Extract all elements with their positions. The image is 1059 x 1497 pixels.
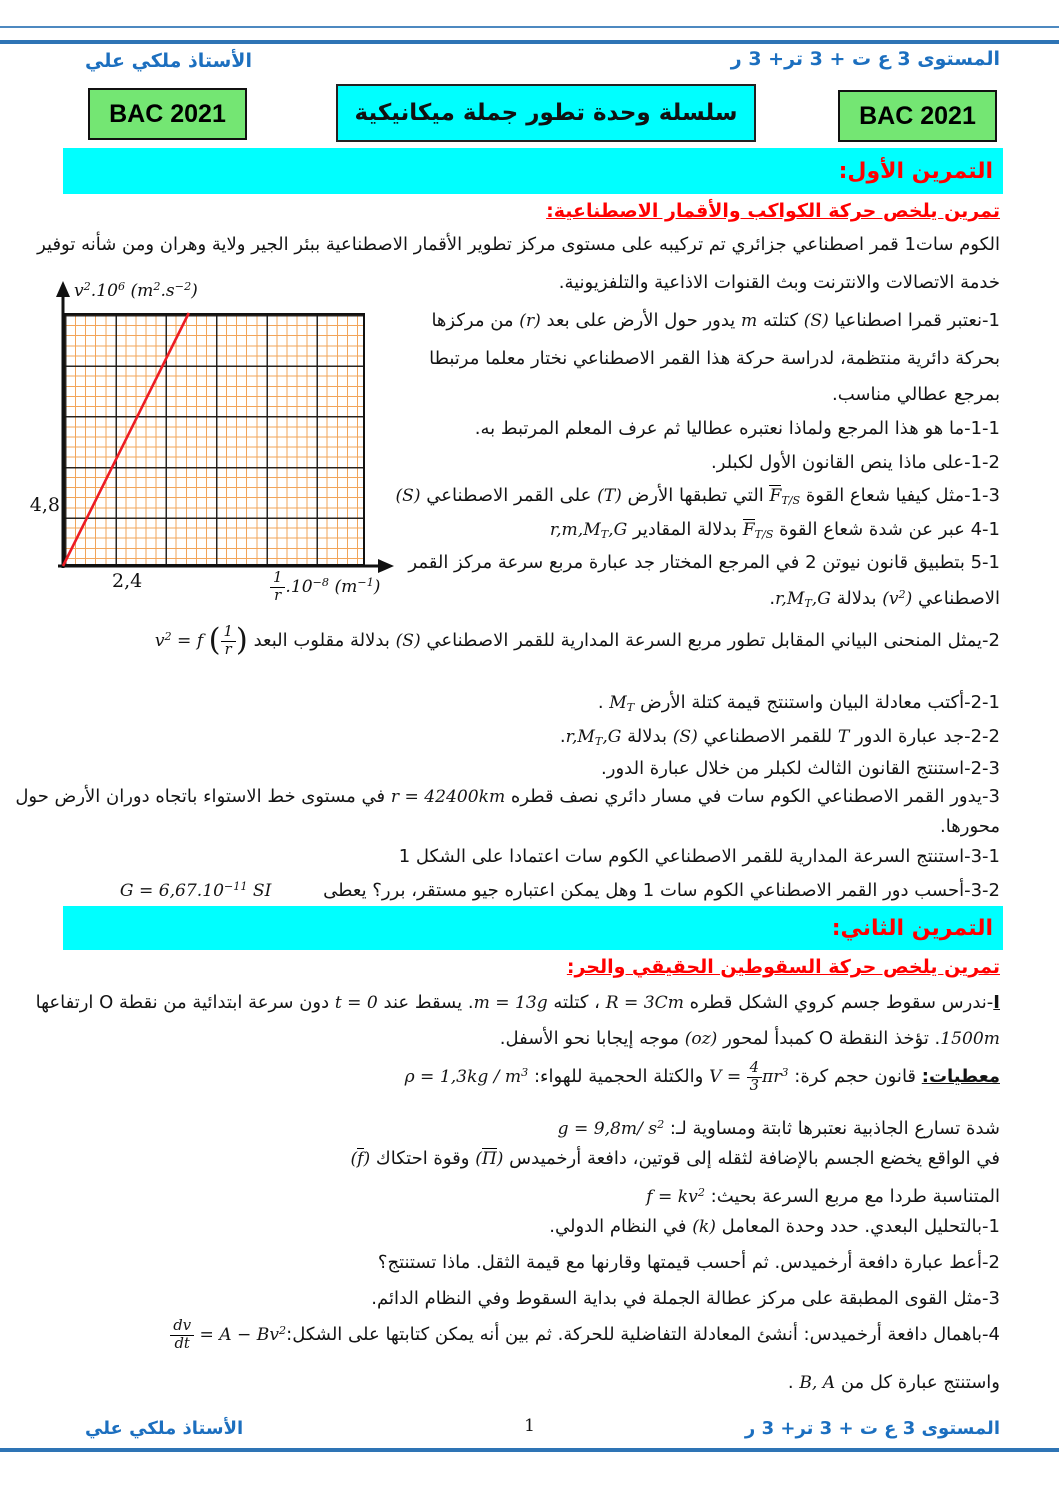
- text-line: 1-3-مثل كيفيا شعاع القوة FT/S التي تطبقها الأرض (T) على القمر الاصطناعي (S): [396, 481, 1000, 516]
- segment-m: (: [475, 1149, 482, 1169]
- x-tick-2-4: 2,4: [112, 570, 143, 592]
- text-line: 4-باهمال دافعة أرخميدس: أنشئ المعادلة التفاضلية للحركة. ثم بين أنه يمكن كتابتها على الشكل: $\frac{dv}{dt}$ = $A - Bv^2$: [170, 1316, 1000, 1352]
- segment-m: r,M: [565, 727, 595, 747]
- text-line: الاصطناعي $(v^2)$ بدلالة r,MT,G.: [769, 580, 1000, 619]
- segment-m: ): [905, 589, 913, 610]
- segment-m: v: [74, 281, 84, 302]
- segment-vec: Π: [481, 1149, 497, 1169]
- segment-m: (S): [672, 727, 698, 747]
- segment-m: ): [191, 281, 198, 302]
- segment-sup: 2: [697, 1186, 705, 1199]
- segment-fml: [775, 584, 831, 619]
- exercise2-subtitle: تمرين يلخص حركة السقوطين الحقيقي والحر:: [566, 956, 1000, 978]
- text-line: 2-يمثل المنحنى البياني المقابل تطور مربع السرعة المدارية للقمر الاصطناعي (S) بدلالة مقلوب البعد $v^2 = f$ ( $\frac{1}{r}$ ): [154, 622, 1000, 658]
- text-line: 1500m. تؤخذ النقطة O كمبدأ لمحور (oz) موجه إيجابا نحو الأسفل.: [499, 1028, 1000, 1049]
- segment-m: V =: [709, 1067, 747, 1088]
- segment-m: B, A: [799, 1373, 836, 1393]
- segment-m: ): [363, 1149, 371, 1169]
- segment-sub: T: [600, 527, 609, 541]
- page-number: 1: [524, 1416, 535, 1436]
- y-axis-label: [74, 280, 198, 301]
- text-line: المتناسبة طردا مع مربع السرعة بحيث: $f = kv^2$: [646, 1178, 1000, 1212]
- footer-teacher-name: الأستاذ ملكي علي: [85, 1418, 244, 1439]
- segment-fml: [743, 515, 774, 550]
- exercise2-band-title: التمرين الثاني:: [831, 915, 993, 941]
- segment-fml: [155, 622, 248, 658]
- text-line: خدمة الاتصالات والانترنت وبث القنوات الاذاعية والتلفزيونية.: [558, 272, 1000, 293]
- segment-m: .s: [160, 281, 175, 302]
- segment-sup: 2: [279, 1324, 287, 1337]
- segment-m: πr: [762, 1067, 782, 1088]
- segment-m: (v: [882, 589, 899, 610]
- text-line: 2-أعط عبارة دافعة أرخميدس. ثم أحسب قيمتها وقارنها مع قيمة الثقل. ماذا تستنتج؟: [377, 1252, 1000, 1273]
- segment-fml: [609, 688, 634, 723]
- exercise1-subtitle: تمرين يلخص حركة الكواكب والأقمار الاصطناعية:: [546, 200, 1000, 222]
- segment-m: SI: [247, 881, 272, 902]
- series-title: سلسلة وحدة تطور جملة ميكانيكية: [336, 84, 756, 142]
- segment-sup: 2: [898, 588, 906, 601]
- text-line: 1-نعتبر قمرا اصطناعيا (S) كتلته m يدور حول الأرض على بعد (r) من مركزها: [431, 310, 1000, 331]
- segment-vec: F: [769, 486, 782, 506]
- segment-sup: 2: [164, 630, 172, 643]
- segment-m: = f: [171, 631, 209, 652]
- segment-m: = A − Bv: [194, 1325, 280, 1346]
- text-line: واستنتج عبارة كل من B, A .: [787, 1372, 1000, 1393]
- text-line: 3-2-أحسب دور القمر الاصطناعي الكوم سات 1 وهل يمكن اعتباره جيو مستقر، برر؟ يعطى $G = 6,67.10^{-11}$ SI: [120, 872, 1000, 906]
- segment-sup: 2: [83, 280, 91, 293]
- segment-m: m = 13g: [473, 993, 548, 1013]
- segment-m: (r): [519, 311, 541, 331]
- segment-m: (oz): [684, 1029, 718, 1049]
- segment-m: (k): [692, 1217, 716, 1237]
- segment-fml: [351, 1144, 371, 1174]
- text-line: 3-مثل القوى المطبقة على مركز عطالة الجملة في بداية السقوط وفي النظام الدائم.: [371, 1288, 1000, 1309]
- text-line: 2-3-استنتج القانون الثالث لكبلر من خلال عبارة الدور.: [601, 758, 1000, 779]
- bac-badge-right: BAC 2021: [838, 90, 997, 142]
- segment-m: ): [373, 577, 381, 598]
- segment-m: t = 0: [334, 993, 378, 1013]
- segment-fml: [769, 481, 800, 516]
- text-line: 3-1-استنتج السرعة المدارية للقمر الاصطناعي الكوم سات اعتمادا على الشكل 1: [398, 846, 1000, 867]
- segment-sub: T: [804, 596, 812, 610]
- text-line: 5-1 بتطبيق قانون نيوتن 2 في المرجع المختار جد عبارة مربع سرعة مركز القمر: [408, 552, 1000, 573]
- segment-frac: $\frac{4}{3}$: [747, 1060, 762, 1094]
- segment-m: r,M: [775, 589, 805, 610]
- segment-fml: [646, 1178, 705, 1212]
- text-line: في الواقع يخضع الجسم بالإضافة لثقله إلى قوتين، دافعة أرخميدس (Π) وقوة احتكاك (f): [351, 1144, 1001, 1174]
- segment-m: 1500m: [940, 1029, 1000, 1049]
- text-line: 4-1 عبر عن شدة شعاع القوة FT/S بدلالة المقادير r,m,MT,G: [550, 515, 1000, 550]
- segment-sup: 2: [657, 1118, 665, 1131]
- segment-m: ,G: [602, 727, 622, 747]
- segment-m: T: [837, 727, 850, 747]
- segment-m: (S): [803, 311, 829, 331]
- segment-fml: [120, 872, 272, 906]
- footer-level-text: المستوى 3 ع ت + 3 تر+ 3 ر: [744, 1418, 1000, 1439]
- segment-fml: [550, 515, 627, 550]
- y-axis-arrow: [56, 281, 70, 297]
- segment-m: ,G: [608, 520, 628, 540]
- text-line: 2-1-أكتب معادلة البيان واستنتج قيمة كتلة الأرض MT .: [598, 688, 1000, 723]
- text-line: 2-2-جد عبارة الدور T للقمر الاصطناعي (S) بدلالة r,MT,G.: [560, 722, 1000, 757]
- segment-fml: [709, 1058, 788, 1094]
- segment-m: ,G: [811, 589, 831, 610]
- segment-fml: [566, 722, 622, 757]
- segment-bp: ): [235, 622, 248, 658]
- bottom-rule: [0, 1448, 1059, 1452]
- text-line: 1-2-على ماذا ينص القانون الأول لكبلر.: [711, 452, 1000, 473]
- segment-m: ): [496, 1149, 504, 1169]
- segment-fml: [170, 1316, 286, 1352]
- segment-sup: −2: [174, 280, 192, 293]
- text-line: 3-يدور القمر الاصطناعي الكوم سات في مسار دائري نصف قطره r = 42400km في مستوى خط الاستواء باتجاه دوران الأرض حول: [15, 786, 1000, 807]
- segment-m: (m: [329, 577, 358, 598]
- segment-sup: 3: [781, 1066, 789, 1079]
- segment-fml: [558, 1110, 665, 1144]
- segment-sub: T/S: [781, 493, 801, 507]
- segment-sup: −8: [312, 575, 330, 589]
- segment-m: v: [154, 631, 165, 652]
- segment-m: (: [350, 1149, 358, 1169]
- segment-m: R = 3Cm: [605, 993, 684, 1013]
- segment-fml: [475, 1144, 503, 1174]
- text-line: I-ندرس سقوط جسم كروي الشكل قطره R = 3Cm ، كتلته m = 13g. يسقط عند t = 0 دون سرعة ابتدائية من نقطة O ارتفاعها: [35, 992, 1000, 1013]
- segment-u: معطيات:: [921, 1066, 1000, 1088]
- segment-m: g = 9,8m/ s: [557, 1119, 658, 1140]
- segment-vec: F: [742, 520, 755, 540]
- top-thick-rule: [0, 40, 1059, 44]
- segment-fml: [405, 1058, 529, 1092]
- segment-frac: $\frac{dv}{dt}$: [170, 1318, 194, 1352]
- segment-sup: 3: [521, 1066, 529, 1079]
- text-line: 1-1-ما هو هذا المرجع ولماذا نعتبره عطاليا ثم عرف المعلم المرتبط به.: [474, 418, 1000, 439]
- header-teacher-name: الأستاذ ملكي علي: [85, 50, 252, 72]
- segment-m: m: [741, 311, 758, 331]
- segment-bp: (: [208, 622, 221, 658]
- text-line: محورها.: [940, 816, 1000, 837]
- segment-m: G = 6,67.10: [119, 881, 224, 902]
- text-line: بحركة دائرية منتظمة، لدراسة حركة هذا القمر الاصطناعي نختار معلما مرتبطا: [429, 348, 1000, 369]
- segment-sub: T: [594, 734, 603, 748]
- exercise1-band-title: التمرين الأول:: [838, 158, 993, 184]
- segment-u: I: [993, 992, 1000, 1013]
- segment-sup: −11: [223, 880, 248, 893]
- segment-m: (S): [395, 631, 421, 652]
- graph-grid: [63, 313, 365, 566]
- segment-m: .10: [90, 281, 118, 302]
- segment-m: (T): [597, 486, 622, 506]
- text-line: الكوم سات1 قمر اصطناعي جزائري تم تركيبه على مستوى مركز تطوير الأقمار الاصطناعية ببئر الجير ولاية وهران ومن شأنه توفير: [37, 234, 1000, 255]
- header-level-text: المستوى 3 ع ت + 3 تر+ 3 ر: [730, 48, 1000, 70]
- segment-m: ρ = 1,3kg / m: [404, 1067, 522, 1088]
- segment-fml: [882, 580, 912, 614]
- segment-m: (m: [125, 281, 154, 302]
- segment-sup: −1: [357, 575, 374, 589]
- text-line: 1-بالتحليل البعدي. حدد وحدة المعامل (k) في النظام الدولي.: [549, 1216, 1000, 1237]
- segment-frac: $\frac{1}{r}$: [270, 570, 285, 604]
- segment-sub: T/S: [754, 527, 774, 541]
- text-line: معطيات: قانون حجم كرة: V = $\frac{4}{3}$ $\pi r^3$ والكتلة الحجمية للهواء: $\rho = 1,3kg / m^3$: [404, 1059, 1000, 1094]
- exercise2-band: [63, 906, 1003, 950]
- segment-m: r = 42400km: [390, 787, 506, 807]
- segment-m: r,m,M: [549, 520, 601, 540]
- segment-m: .10: [285, 577, 313, 598]
- segment-frac: $\frac{1}{r}$: [221, 624, 236, 658]
- segment-sup: 6: [117, 280, 126, 293]
- top-thin-rule: [0, 26, 1059, 28]
- x-axis-label: [270, 570, 380, 604]
- text-line: بمرجع عطالي مناسب.: [831, 384, 1000, 405]
- segment-m: M: [609, 693, 627, 713]
- segment-gap: [271, 876, 317, 906]
- segment-sup: 2: [153, 280, 161, 293]
- bac-badge-left: BAC 2021: [88, 88, 247, 140]
- segment-sub: T: [626, 700, 635, 714]
- segment-m: f = kv: [646, 1187, 698, 1208]
- exercise1-band: [63, 148, 1003, 194]
- segment-m: (S): [395, 486, 421, 506]
- text-line: شدة تسارع الجاذبية نعتبرها ثابتة ومساوية لـ: g = 9,8m/ $s^2$: [558, 1110, 1000, 1144]
- segment-vec: f: [357, 1149, 364, 1169]
- v2-vs-1r-graph: [18, 278, 408, 628]
- y-tick-4-8: 4,8: [29, 494, 60, 516]
